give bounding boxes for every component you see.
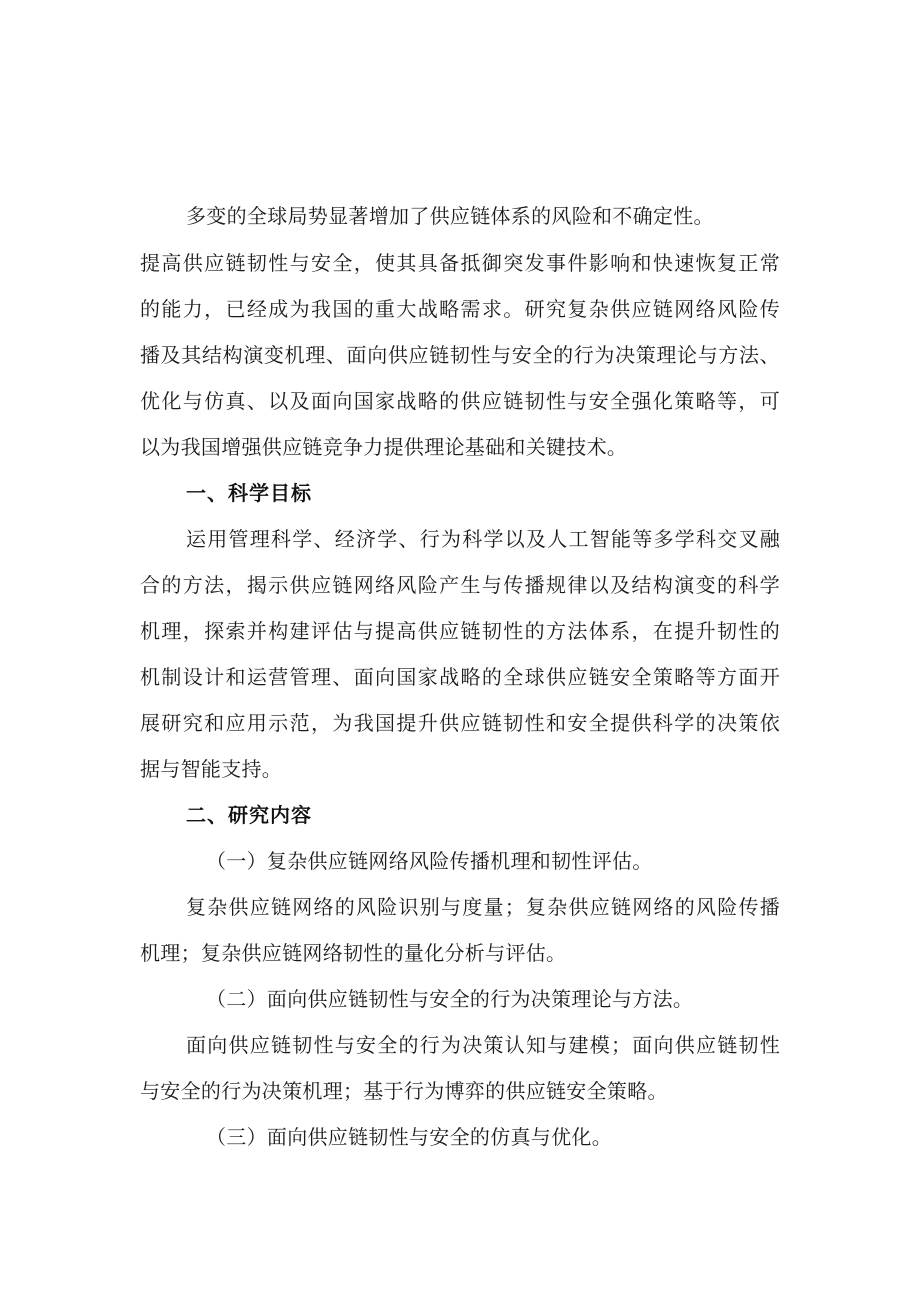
intro-line-6: 以为我国增强供应链竞争力提供理论基础和关键技术。 — [140, 435, 628, 459]
goals-line-3: 机理，探索并构建评估与提高供应链韧性的方法体系，在提升韧性的 — [140, 619, 780, 643]
goals-line-1: 运用管理科学、经济学、行为科学以及人工智能等多学科交叉融 — [186, 527, 780, 551]
sub2-line-2: 与安全的行为决策机理；基于行为博弈的供应链安全策略。 — [140, 1079, 668, 1103]
intro-line-5: 优化与仿真、以及面向国家战略的供应链韧性与安全强化策略等，可 — [140, 389, 780, 413]
sub1-line-2: 机理；复杂供应链网络韧性的量化分析与评估。 — [140, 941, 567, 965]
sub2-line-1: 面向供应链韧性与安全的行为决策认知与建模；面向供应链韧性 — [186, 1033, 780, 1057]
section-heading-research-content: 二、研究内容 — [186, 803, 312, 827]
intro-line-2: 提高供应链韧性与安全，使其具备抵御突发事件影响和快速恢复正常 — [140, 251, 780, 275]
subsection-title-1: （一）复杂供应链网络风险传播机理和韧性评估。 — [206, 849, 653, 873]
intro-line-4: 播及其结构演变机理、面向供应链韧性与安全的行为决策理论与方法、 — [140, 343, 780, 367]
subsection-title-3: （三）面向供应链韧性与安全的仿真与优化。 — [206, 1125, 612, 1149]
section-heading-goals: 一、科学目标 — [186, 481, 312, 505]
goals-line-6: 据与智能支持。 — [140, 757, 283, 781]
goals-line-4: 机制设计和运营管理、面向国家战略的全球供应链安全策略等方面开 — [140, 665, 780, 689]
goals-line-2: 合的方法，揭示供应链网络风险产生与传播规律以及结构演变的科学 — [140, 573, 780, 597]
subsection-title-2: （二）面向供应链韧性与安全的行为决策理论与方法。 — [206, 987, 694, 1011]
intro-line-1: 多变的全球局势显著增加了供应链体系的风险和不确定性。 — [186, 204, 714, 228]
goals-line-5: 展研究和应用示范，为我国提升供应链韧性和安全提供科学的决策依 — [140, 711, 780, 735]
intro-line-3: 的能力，已经成为我国的重大战略需求。研究复杂供应链网络风险传 — [140, 297, 780, 321]
sub1-line-1: 复杂供应链网络的风险识别与度量；复杂供应链网络的风险传播 — [186, 895, 780, 919]
